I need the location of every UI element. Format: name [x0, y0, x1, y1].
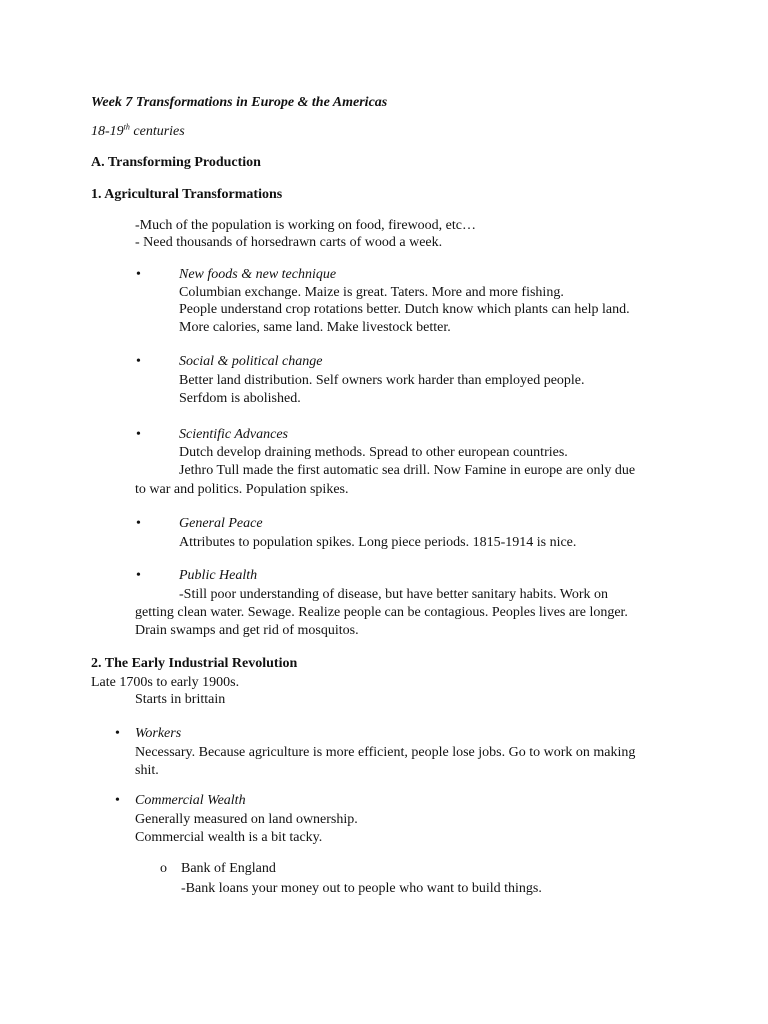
era-rest: centuries	[129, 124, 185, 139]
bullet-text: getting clean water. Sewage. Realize people can be contagious. Peoples lives are longer.	[135, 605, 628, 620]
bullet-text: Jethro Tull made the first automatic sea drill. Now Famine in europe are only due	[179, 463, 636, 478]
bullet-text: shit.	[135, 763, 159, 778]
ir-intro-line: Starts in brittain	[135, 692, 226, 707]
section-2-heading: 2. The Early Industrial Revolution	[91, 656, 298, 671]
bullet-text: Drain swamps and get rid of mosquitos.	[135, 623, 359, 638]
bullet-text: People understand crop rotations better. Dutch know which plants can help land.	[179, 302, 630, 317]
bullet-text: Dutch develop draining methods. Spread to other european countries.	[179, 445, 568, 460]
era-sup: th	[123, 122, 130, 132]
bullet-icon: •	[115, 793, 120, 808]
bullet-icon: •	[115, 726, 120, 741]
bullet-text: Columbian exchange. Maize is great. Taters. More and more fishing.	[179, 285, 564, 300]
bullet-text: More calories, same land. Make livestock better.	[179, 320, 451, 335]
bullet-icon: •	[136, 267, 141, 282]
section-a-heading: A. Transforming Production	[91, 155, 261, 170]
era-line	[91, 123, 185, 141]
bullet-icon: •	[136, 354, 141, 369]
bullet-text: Commercial wealth is a bit tacky.	[135, 830, 323, 845]
bullet-icon: •	[136, 427, 141, 442]
sub-bullet-icon: o	[160, 861, 167, 876]
bullet-text: Attributes to population spikes. Long piece periods. 1815-1914 is nice.	[179, 535, 577, 550]
bullet-heading: Workers	[135, 726, 182, 741]
ir-intro-line: Late 1700s to early 1900s.	[91, 675, 240, 690]
bullet-text: Generally measured on land ownership.	[135, 812, 358, 827]
era-main: 18-19	[91, 124, 124, 139]
bullet-heading: Social & political change	[179, 354, 323, 369]
bullet-text: -Still poor understanding of disease, but have better sanitary habits. Work on	[179, 587, 609, 602]
intro-line: -Much of the population is working on food, firewood, etc…	[135, 218, 476, 233]
bullet-text: Better land distribution. Self owners work harder than employed people.	[179, 373, 585, 388]
bullet-text: to war and politics. Population spikes.	[135, 482, 349, 497]
sub-item-heading: Bank of England	[181, 861, 276, 876]
bullet-heading: Scientific Advances	[179, 427, 288, 442]
sub-item-text: -Bank loans your money out to people who want to build things.	[181, 881, 542, 896]
intro-line: - Need thousands of horsedrawn carts of wood a week.	[135, 235, 443, 250]
bullet-heading: Public Health	[179, 568, 258, 583]
page-title: Week 7 Transformations in Europe & the Americas	[91, 95, 388, 110]
bullet-text: Necessary. Because agriculture is more efficient, people lose jobs. Go to work on making	[135, 745, 636, 760]
bullet-icon: •	[136, 568, 141, 583]
bullet-text: Serfdom is abolished.	[179, 391, 301, 406]
bullet-heading: New foods & new technique	[179, 267, 337, 282]
bullet-heading: Commercial Wealth	[135, 793, 246, 808]
section-1-heading: 1. Agricultural Transformations	[91, 187, 283, 202]
bullet-icon: •	[136, 516, 141, 531]
bullet-heading: General Peace	[179, 516, 263, 531]
